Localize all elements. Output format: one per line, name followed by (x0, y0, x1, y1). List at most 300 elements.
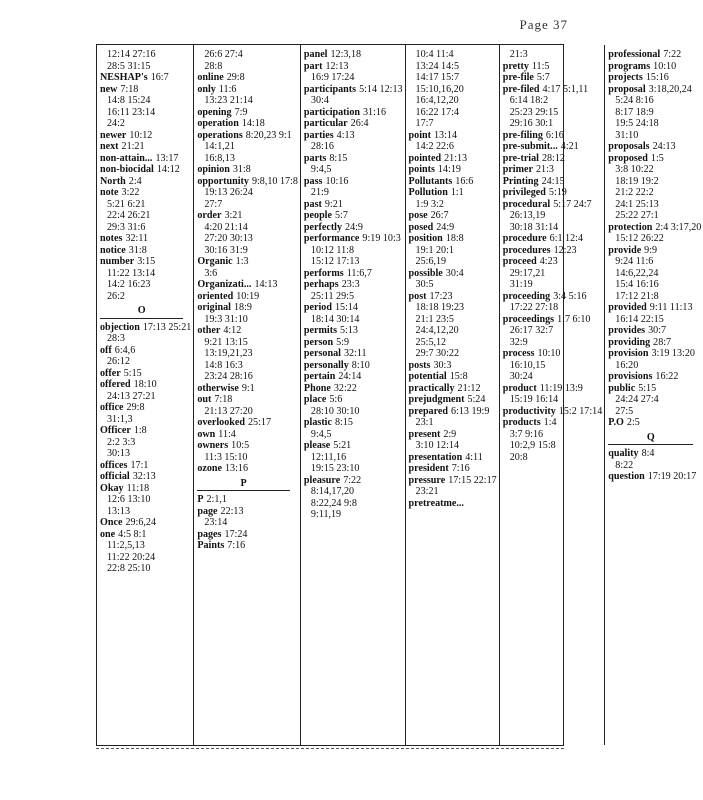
page-line-ref: 13:19,21,23 (204, 348, 253, 359)
page-line-ref: 7:18 (120, 83, 139, 95)
page-line-ref: 8:22 (615, 459, 634, 471)
index-term: primer (502, 164, 533, 175)
page-line-ref: 3:15 (137, 256, 156, 267)
page-line-ref: 7:22 (663, 49, 682, 60)
index-term: productivity (502, 405, 556, 417)
index-term: pass (303, 175, 323, 187)
index-term: performance (303, 233, 360, 244)
index-entry (304, 210, 403, 222)
page-line-ref: 10:10 (537, 348, 561, 359)
index-entry (304, 279, 403, 302)
index-entry (100, 460, 191, 472)
page-line-ref: 2:4 (128, 175, 142, 187)
index-entry (197, 325, 298, 383)
index-term: pertain (303, 371, 336, 382)
page-line-ref: 3:21 (224, 210, 243, 221)
index-term: plastic (303, 417, 332, 428)
page-line-ref: 8:14,17,20 (310, 486, 355, 497)
index-entry (608, 84, 701, 142)
index-term: point (408, 129, 431, 141)
page-line-ref: 14:13 (254, 279, 278, 290)
page-line-ref: 22:13 (220, 505, 244, 517)
index-entry (304, 153, 403, 176)
index-entry (100, 402, 191, 425)
page-line-ref: 4:11 (465, 451, 483, 463)
index-term: opening (197, 106, 232, 118)
index-term: position (408, 233, 443, 244)
page-line-ref: 28:7 (653, 336, 672, 348)
index-term: professional (608, 49, 661, 60)
page-line-ref: 16:8,13 (204, 152, 235, 164)
index-term: Okay (100, 482, 124, 494)
index-entry (100, 379, 191, 402)
index-term: Pollutants (408, 175, 453, 187)
page-line-ref: 28:5 31:15 (107, 60, 151, 72)
index-term: perhaps (303, 279, 339, 290)
index-entry (409, 164, 497, 176)
index-entry (503, 141, 603, 153)
index-term: order (197, 210, 222, 221)
page-line-ref: 4:13 (336, 129, 355, 141)
index-entry (608, 448, 701, 471)
index-term: note (100, 187, 119, 198)
index-entry (409, 463, 497, 475)
page-line-ref: 5:21 (333, 440, 352, 451)
page-line-ref: 32:13 (132, 471, 156, 482)
page-line-ref: 11:6 (218, 83, 237, 95)
index-term: NESHAP's (100, 72, 148, 83)
page-line-ref: 14:17 15:7 (415, 72, 460, 83)
index-entry (409, 452, 497, 464)
page-line-ref: 9:4,5 (310, 164, 332, 175)
page-line-ref: 17:23 (429, 290, 453, 302)
index-entry (304, 302, 403, 325)
index-entry (409, 360, 497, 372)
index-entry (503, 291, 603, 314)
page-line-ref: 22:4 26:21 (107, 210, 151, 221)
index-term: opinion (197, 164, 230, 175)
index-entry (197, 394, 298, 417)
index-column-1 (97, 45, 194, 745)
index-term: original (197, 302, 231, 313)
page-line-ref: 21:1 23:5 (415, 313, 454, 325)
page-line-ref: 5:7 (536, 72, 550, 83)
page-line-ref: 30:4 (310, 95, 329, 106)
page-line-ref: 24:13 27:21 (107, 390, 156, 402)
index-term: next (100, 141, 119, 152)
page-line-ref: 11:2,5,13 (107, 540, 145, 551)
index-term: pressure (408, 474, 446, 486)
index-term: quality (608, 448, 639, 459)
page-line-ref: 11:22 20:24 (107, 551, 156, 563)
page-line-ref: 19:1 20:1 (415, 244, 454, 256)
index-term: parts (303, 152, 327, 164)
index-entry (304, 61, 403, 84)
page-line-ref: 26:17 32:7 (509, 325, 554, 336)
page-line-ref: 6:16 (545, 129, 564, 141)
index-term: number (100, 256, 135, 267)
index-term: oriented (197, 290, 234, 302)
index-entry (409, 383, 497, 395)
page-line-ref: 24:2 (107, 118, 125, 129)
page-line-ref: 5:15 (638, 382, 657, 394)
page-line-ref: 10:16 (325, 175, 349, 187)
page-line-ref: 29:8 (226, 72, 245, 83)
index-entry (503, 314, 603, 349)
index-entry (100, 153, 191, 165)
index-entry (409, 210, 497, 222)
page-line-ref: 5:24 8:16 (615, 95, 654, 106)
index-term: pretreatme... (408, 497, 464, 509)
index-entry (409, 222, 497, 234)
index-entry (503, 187, 603, 199)
index-term: pre-file (502, 72, 534, 83)
page-line-ref: 8:4 (641, 448, 655, 459)
page-line-ref: 16:9 17:24 (310, 72, 355, 83)
page-line-ref: 16:20 (615, 359, 639, 371)
index-entry (100, 176, 191, 188)
index-entry (100, 187, 191, 233)
index-term: Organic (197, 256, 233, 267)
page-line-ref: 14:12 (156, 164, 180, 175)
index-entry (197, 164, 298, 176)
index-term: P.O (608, 417, 624, 428)
index-entry (503, 164, 603, 176)
page-line-ref: 1:5 (650, 152, 664, 164)
index-term: public (608, 382, 636, 394)
page-line-ref: 29:6,24 (125, 517, 156, 528)
index-term: one (100, 528, 116, 540)
index-term: privileged (502, 187, 546, 198)
page-line-ref: 26:7 (430, 210, 449, 221)
page-line-ref: 5:9 (336, 336, 349, 348)
index-entry (100, 322, 191, 345)
index-entry (608, 153, 701, 222)
page-line-ref: 12:14 27:16 (107, 49, 156, 60)
index-entry (409, 233, 497, 268)
page-line-ref: 23:24 28:16 (204, 371, 253, 382)
index-term: online (197, 72, 224, 83)
page-line-ref: 14:8 15:24 (107, 95, 151, 106)
page-line-ref: 11:18 (126, 482, 150, 494)
page-line-ref: 9:24 11:6 (615, 256, 654, 267)
index-term: personally (303, 359, 349, 371)
index-term: potential (408, 371, 447, 382)
page-line-ref: 19:15 23:10 (310, 463, 360, 474)
page-line-ref: 24:14 (338, 371, 362, 382)
index-term: owners (197, 440, 229, 451)
index-entry (197, 529, 298, 541)
page-line-ref: 25:17 (248, 417, 271, 428)
index-entry (503, 348, 603, 383)
page-line-ref: 23:3 (341, 279, 360, 290)
index-term: Phone (303, 382, 331, 394)
page-line-ref: 21:13 (444, 152, 468, 164)
index-column-5 (500, 45, 606, 745)
index-term: provided (608, 302, 647, 313)
page-line-ref: 8:22,24 9:8 (310, 497, 357, 509)
index-entry (608, 72, 701, 84)
page-line-ref: 9:11 11:13 (649, 302, 693, 313)
index-column-3 (301, 45, 406, 745)
page-line-ref: 32:9 (509, 336, 528, 348)
page-line-ref: 32:22 (333, 382, 357, 394)
page-line-ref: 23:14 (204, 517, 228, 528)
page-line-ref: 30:5 (415, 279, 434, 290)
index-entry (409, 176, 497, 188)
index-term: practically (408, 382, 455, 394)
index-entry (409, 406, 497, 429)
index-term: pretty (502, 60, 529, 72)
index-entry (197, 84, 298, 107)
page-line-ref: 31:19 (509, 279, 533, 290)
page-line-ref: 5:24 (467, 394, 486, 405)
page-line-ref: 31:10 (615, 129, 639, 141)
index-entry (197, 279, 298, 291)
page-line-ref: 16:22 (655, 371, 679, 382)
page-line-ref: 9:11,19 (310, 509, 342, 520)
index-entry (304, 475, 403, 521)
index-term: new (100, 83, 118, 95)
index-entry (100, 164, 191, 176)
page-line-ref: 5:7 (334, 210, 348, 221)
page-line-ref: 2:2 3:3 (107, 436, 136, 448)
page-line-ref: 12:13 (325, 60, 349, 72)
index-term: projects (608, 72, 643, 83)
index-entry (608, 222, 701, 245)
page-line-ref: 24:9 (345, 221, 363, 233)
page-line-ref: 23:1 (415, 417, 434, 428)
page-line-ref: 2:4 3:17,20 (655, 221, 702, 233)
page-line-ref: 24:13 (652, 141, 676, 152)
page-line-ref: 6:4,6 (114, 344, 136, 356)
page-line-ref: 25:11 29:5 (310, 290, 355, 302)
index-term: proceedings (502, 313, 555, 325)
index-entry (503, 256, 603, 291)
index-term: ozone (197, 463, 222, 474)
index-entry (304, 233, 403, 268)
page-line-ref: 14:2 22:6 (415, 141, 454, 152)
page-line-ref: 9:8,10 17:8 (251, 175, 298, 187)
page-line-ref: 32:11 (343, 348, 367, 359)
page-line-ref: 27:5 (615, 405, 634, 417)
index-entry (503, 176, 603, 188)
page-line-ref: 24:15 (541, 175, 565, 187)
page-line-ref: 17:24 (224, 528, 248, 540)
page-line-ref: 16:4,12,20 (415, 95, 459, 106)
page-line-ref: 4:20 21:14 (204, 221, 248, 233)
page-line-ref: 15:4 16:16 (615, 279, 659, 290)
page-line-ref: 12:11,16 (310, 451, 347, 463)
index-entry (197, 118, 298, 130)
index-term: page (197, 505, 218, 517)
page-line-ref: 2:9 (443, 428, 457, 440)
index-term: provides (608, 325, 646, 336)
index-term: past (303, 198, 322, 210)
page-line-ref: 5:17 24:7 (553, 198, 592, 210)
page-line-ref: 1:4 (543, 417, 557, 428)
index-term: person (303, 336, 334, 348)
index-entry (503, 199, 603, 234)
index-term: non-attain... (100, 152, 153, 164)
page-line-ref: 28:16 (310, 141, 334, 152)
index-entry (608, 371, 701, 383)
index-entry (304, 394, 403, 417)
index-entry (304, 417, 403, 440)
page-line-ref: 28:8 (204, 60, 223, 72)
index-entry (197, 417, 298, 429)
index-column-4 (406, 45, 500, 745)
page-line-ref: 28:12 (541, 152, 565, 164)
index-entry (304, 371, 403, 383)
index-term: pre-filed (502, 83, 540, 95)
page-line-ref: 15:12 26:22 (615, 233, 664, 244)
page-line-ref: 1:3 (235, 256, 249, 267)
index-term: product (502, 382, 537, 394)
index-entry (503, 61, 603, 73)
page-line-ref: 4:21 (560, 141, 579, 152)
page-line-ref: 31:8 (232, 164, 251, 175)
index-entry (409, 187, 497, 210)
page-line-ref: 23:21 (415, 486, 439, 497)
index-entry (197, 506, 298, 529)
page-line-ref: 15:8 (449, 371, 468, 382)
page-line-ref: 20:8 (509, 451, 528, 463)
index-term: Once (100, 517, 123, 528)
index-entry (304, 337, 403, 349)
index-term: off (100, 344, 112, 356)
index-entry (503, 383, 603, 406)
index-entry (100, 84, 191, 130)
page-line-ref: 28:10 30:10 (310, 405, 360, 417)
index-entry (409, 429, 497, 452)
index-term: Printing (502, 175, 539, 187)
page-line-ref: 11:5 (531, 60, 550, 72)
index-term: Pollution (408, 187, 448, 198)
page-number: Page 37 (519, 17, 568, 32)
page-line-ref: 15:14 (334, 302, 358, 313)
page-line-ref: 15:2 17:14 (558, 405, 603, 417)
index-term: procedural (502, 198, 551, 210)
index-term: offer (100, 367, 121, 379)
index-term: opportunity (197, 175, 249, 187)
page-line-ref: 27:7 (204, 198, 223, 210)
index-entry (197, 176, 298, 211)
index-entry (197, 302, 298, 325)
index-term: president (408, 463, 449, 474)
index-term: pre-trial (502, 152, 539, 164)
page-line-ref: 10:4 11:4 (415, 49, 454, 60)
index-term: operation (197, 118, 239, 129)
page-line-ref: 21:3 (535, 164, 554, 175)
index-term: only (197, 83, 216, 95)
index-entry (304, 176, 403, 199)
page-line-ref: 29:8 (126, 402, 145, 413)
index-entry (304, 268, 403, 280)
page-line-ref: 6:14 18:2 (509, 95, 549, 106)
index-entry (100, 72, 191, 84)
index-entry (197, 291, 298, 303)
index-entry (100, 233, 191, 245)
index-term: offices (100, 459, 128, 471)
index-entry (608, 383, 701, 418)
index-term: particular (303, 118, 348, 129)
page-line-ref: 4:5 8:1 (118, 528, 147, 540)
index-term: panel (303, 49, 328, 60)
index-term: own (197, 428, 216, 440)
index-entry (100, 256, 191, 302)
index-term: posts (408, 359, 431, 371)
index-entry (304, 118, 403, 130)
index-term: please (303, 440, 331, 451)
index-term: personal (303, 348, 341, 359)
index-term: newer (100, 129, 127, 141)
page-line-ref: 24:1 25:13 (615, 198, 659, 210)
index-entry (409, 49, 497, 130)
page-line-ref: 29:7 30:22 (415, 348, 460, 359)
index-term: period (303, 302, 332, 313)
index-term: otherwise (197, 382, 239, 394)
index-columns (97, 45, 702, 745)
index-entry (503, 406, 603, 418)
index-entry (197, 383, 298, 395)
index-term: offered (100, 379, 131, 390)
index-entry (503, 233, 603, 245)
index-entry (409, 291, 497, 360)
index-term: provide (608, 244, 642, 256)
page-line-ref: 17:7 (415, 118, 434, 129)
page-line-ref: 3:18,20,24 (648, 83, 692, 95)
index-term: objection (100, 321, 140, 333)
page-line-ref: 5:14 12:13 (359, 83, 403, 95)
index-entry (503, 417, 603, 463)
page-line-ref: 4:23 (539, 256, 558, 267)
page-line-ref: 31:16 (363, 106, 386, 118)
index-term: notes (100, 233, 123, 244)
page-line-ref: 17:22 27:18 (509, 302, 559, 313)
page-line-ref: 21:9 (310, 187, 329, 198)
index-term: part (303, 60, 323, 72)
index-entry (608, 141, 701, 153)
page-line-ref: 19:5 24:18 (615, 118, 659, 129)
index-entry (100, 517, 191, 529)
index-entry (409, 153, 497, 165)
page-line-ref: 3:10 12:14 (415, 440, 460, 451)
page-line-ref: 25:22 27:1 (615, 210, 659, 221)
page-line-ref: 17:15 22:17 (448, 474, 497, 486)
index-entry (608, 417, 701, 429)
page-line-ref: 22:8 25:10 (107, 563, 151, 574)
index-term: provision (608, 348, 649, 359)
index-term: pre-filing (502, 129, 543, 141)
index-term: proposals (608, 141, 650, 152)
page-line-ref: 30:24 (509, 371, 533, 382)
page-line-ref: 24:24 27:4 (615, 394, 659, 405)
index-term: Officer (100, 425, 131, 436)
index-entry (409, 394, 497, 406)
page-line-ref: 26:4 (350, 118, 369, 129)
index-entry (197, 463, 298, 475)
index-entry (409, 371, 497, 383)
index-entry (409, 130, 497, 153)
page-line-ref: 3:7 9:16 (509, 428, 544, 440)
index-entry (197, 72, 298, 84)
index-entry (304, 348, 403, 360)
index-entry (197, 440, 298, 463)
page-line-ref: 11:3 15:10 (204, 451, 248, 463)
page-line-ref: 14:19 (437, 164, 461, 175)
index-entry (197, 540, 298, 552)
